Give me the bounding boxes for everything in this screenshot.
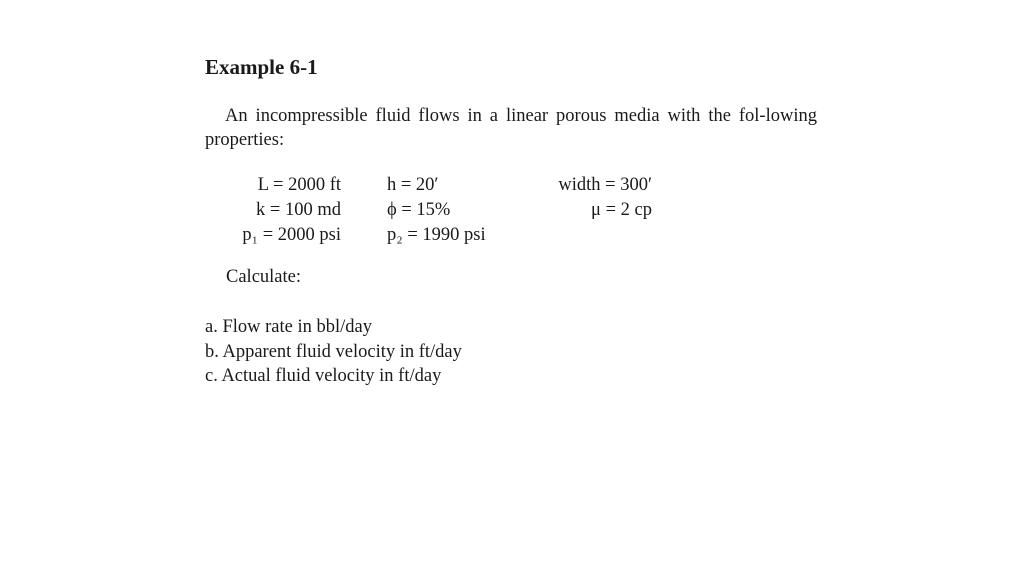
properties-column-2 — [387, 173, 486, 248]
property-porosity: ϕ = 15% — [387, 200, 451, 220]
property-length: L = 2000 ft — [257, 175, 341, 195]
property-permeability: k = 100 md — [256, 200, 341, 220]
properties-column-1 — [226, 173, 341, 248]
task-list — [205, 315, 462, 389]
property-inlet-pressure: p₁ = 2000 psi — [242, 225, 341, 245]
property-width: width = 300′ — [558, 175, 652, 195]
property-outlet-pressure: p₂ = 1990 psi — [387, 225, 486, 245]
task-actual-velocity: c. Actual fluid velocity in ft/day — [205, 366, 442, 386]
calculate-label: Calculate: — [226, 267, 301, 287]
properties-column-3 — [540, 173, 652, 223]
task-apparent-velocity: b. Apparent fluid velocity in ft/day — [205, 341, 462, 362]
example-title: Example 6-1 — [205, 55, 318, 79]
property-viscosity: μ = 2 cp — [591, 200, 652, 220]
task-flow-rate: a. Flow rate in bbl/day — [205, 317, 372, 337]
property-height: h = 20′ — [387, 175, 439, 195]
intro-paragraph: An incompressible fluid flows in a linear porous media with the fol-lowing properties: — [205, 106, 817, 150]
